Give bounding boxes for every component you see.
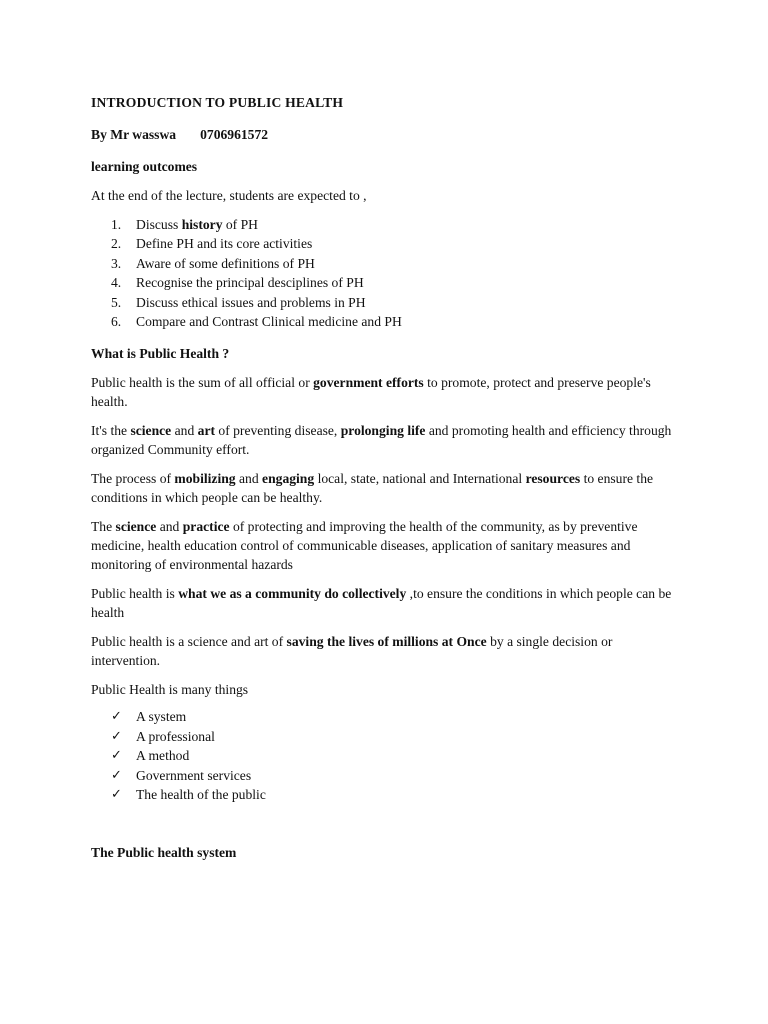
checklist-text: The health of the public [136,786,266,802]
paragraph-text: of preventing disease, [215,423,341,439]
outcomes-list [91,215,768,331]
check-icon: ✓ [111,728,122,744]
checklist-text: Government services [136,767,252,783]
checklist-item [91,785,768,804]
learning-outcomes-heading: learning outcomes [91,159,198,174]
author-name: By Mr wasswa [91,127,177,142]
outcome-number: 3. [111,255,122,271]
outcome-text-end: of PH [222,217,258,232]
paragraph-text: The process of [91,471,175,487]
outcome-text: Aware of some definitions of PH [136,255,315,271]
outcome-item [91,215,768,234]
definition-paragraph [91,373,681,411]
paragraph-text: of protecting and improving the health of the community, as by preventive medicine, health education control of communicable diseases, application of sanitary measures and monitoring of environmental hazards [91,519,638,573]
checklist-text: A method [136,748,190,764]
paragraph-bold: saving the lives of millions at Once [286,634,487,650]
outcome-text: Define PH and its core activities [136,236,313,252]
paragraph-text: and promoting health and efficiency through organized Community effort. [91,423,672,458]
definition-paragraph [91,517,681,574]
checklist-item [91,746,768,765]
paragraph-text: Public health is a science and art of [91,634,287,650]
what-is-public-health-heading: What is Public Health ? [91,346,230,362]
paragraph-text: The [91,519,116,535]
outcome-number: 4. [111,275,122,291]
paragraph-text: It's the [91,423,131,439]
paragraph-bold: science [115,519,157,535]
outcome-text: Discuss [136,217,182,232]
paragraph-bold: engaging [262,471,315,487]
paragraph-text: local, state, national and International [314,471,526,487]
paragraph-bold: art [197,423,216,439]
outcome-number: 1. [111,217,122,232]
author-phone: 0706961572 [200,127,269,142]
paragraph-text: Public health is the sum of all official or [91,375,314,391]
paragraph-bold: government efforts [313,375,424,391]
paragraph-bold: mobilizing [174,471,236,487]
paragraph-text: and [171,423,198,439]
paragraph-text: to promote, protect and preserve people's health. [91,375,651,410]
paragraph-text: Public health is [91,586,179,602]
paragraph-bold: science [130,423,172,439]
paragraph-bold: practice [182,519,230,535]
outcome-text: Recognise the principal desciplines of PH [136,275,364,291]
paragraph-text: to ensure the conditions in which people can be healthy. [91,471,654,506]
checklist [91,707,768,804]
paragraph-text: by a single decision or intervention. [91,634,613,669]
outcome-text: Discuss ethical issues and problems in PH [136,294,366,310]
paragraph-bold: what we as a community do collectively [178,586,407,602]
paragraph-bold: resources [525,471,581,487]
many-things-line: Public Health is many things [91,682,249,698]
paragraph-text: and [156,519,183,535]
checklist-item [91,766,768,785]
document-title: INTRODUCTION TO PUBLIC HEALTH [91,95,344,110]
check-icon: ✓ [111,786,122,802]
outcome-number: 5. [111,294,122,310]
outcome-item [91,254,768,273]
checklist-item [91,727,768,746]
paragraph-text: ,to ensure the conditions in which people can be health [91,586,672,621]
paragraph-bold: prolonging life [340,423,426,439]
intro-line: At the end of the lecture, students are expected to , [91,188,367,203]
author-line [91,125,768,144]
check-icon: ✓ [111,767,122,783]
checklist-text: A system [136,709,187,725]
checklist-text: A professional [136,728,215,744]
checklist-item [91,707,768,726]
public-health-system-heading: The Public health system [91,845,237,861]
outcome-number: 6. [111,313,122,329]
outcome-item [91,312,768,331]
outcome-number: 2. [111,236,122,252]
definition-paragraph [91,632,681,670]
definition-paragraph [91,469,681,507]
outcome-bold: history [181,217,223,232]
outcome-item [91,273,768,292]
definition-paragraph [91,421,681,459]
check-icon: ✓ [111,748,122,764]
check-icon: ✓ [111,709,122,725]
outcome-item [91,293,768,312]
outcome-item [91,234,768,253]
outcome-text: Compare and Contrast Clinical medicine and PH [136,313,402,329]
definition-paragraph [91,584,681,622]
paragraph-text: and [235,471,263,487]
